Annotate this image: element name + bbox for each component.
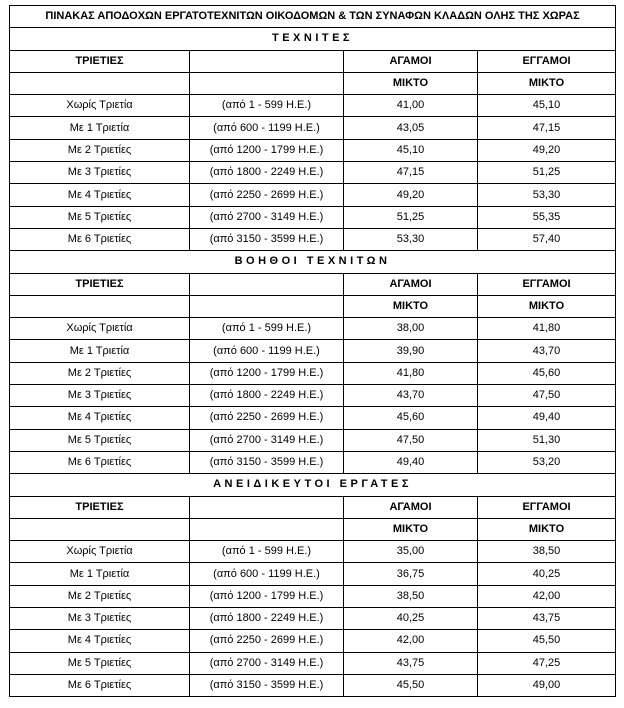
table-row <box>10 541 616 563</box>
table-row <box>10 206 616 228</box>
sub-header-empty-1 <box>10 295 190 317</box>
col-header-agamoi: ΑΓΑΜΟΙ <box>344 50 478 72</box>
row-hours-range: (από 1200 - 1799 Η.Ε.) <box>190 362 344 384</box>
row-hours-range: (από 2700 - 3149 Η.Ε.) <box>190 652 344 674</box>
row-agamoi-value: 38,50 <box>344 585 478 607</box>
row-trieties-label: Χωρίς Τριετία <box>10 541 190 563</box>
table-row <box>10 362 616 384</box>
sub-header-row <box>10 518 616 540</box>
row-hours-range: (από 1800 - 2249 Η.Ε.) <box>190 385 344 407</box>
row-eggamoi-value: 57,40 <box>478 228 616 250</box>
row-eggamoi-value: 49,20 <box>478 139 616 161</box>
row-agamoi-value: 41,80 <box>344 362 478 384</box>
row-eggamoi-value: 40,25 <box>478 563 616 585</box>
table-row <box>10 340 616 362</box>
table-row <box>10 184 616 206</box>
column-header-row <box>10 50 616 72</box>
row-hours-range: (από 1800 - 2249 Η.Ε.) <box>190 608 344 630</box>
col-header-eggamoi: ΕΓΓΑΜΟΙ <box>478 50 616 72</box>
row-trieties-label: Με 1 Τριετία <box>10 340 190 362</box>
row-agamoi-value: 49,40 <box>344 451 478 473</box>
row-agamoi-value: 43,75 <box>344 652 478 674</box>
row-eggamoi-value: 43,70 <box>478 340 616 362</box>
row-hours-range: (από 1800 - 2249 Η.Ε.) <box>190 162 344 184</box>
table-row <box>10 228 616 250</box>
row-agamoi-value: 49,20 <box>344 184 478 206</box>
row-trieties-label: Με 3 Τριετίες <box>10 162 190 184</box>
col-header-trieties: ΤΡΙΕΤΙΕΣ <box>10 50 190 72</box>
row-trieties-label: Με 3 Τριετίες <box>10 608 190 630</box>
table-row <box>10 117 616 139</box>
row-agamoi-value: 41,00 <box>344 95 478 117</box>
row-agamoi-value: 45,60 <box>344 407 478 429</box>
wage-table <box>9 5 616 697</box>
sub-header-eggamoi-mikto: ΜΙΚΤΟ <box>478 518 616 540</box>
row-eggamoi-value: 49,00 <box>478 674 616 696</box>
row-trieties-label: Με 2 Τριετίες <box>10 585 190 607</box>
row-eggamoi-value: 47,25 <box>478 652 616 674</box>
row-eggamoi-value: 38,50 <box>478 541 616 563</box>
col-header-range-empty <box>190 496 344 518</box>
table-row <box>10 630 616 652</box>
row-agamoi-value: 45,10 <box>344 139 478 161</box>
sub-header-empty-1 <box>10 518 190 540</box>
table-title: ΠΙΝΑΚΑΣ ΑΠΟΔΟΧΩΝ ΕΡΓΑΤΟΤΕΧΝΙΤΩΝ ΟΙΚΟΔΟΜΩΝ & ΤΩΝ ΣΥΝΑΦΩΝ ΚΛΑΔΩΝ ΟΛΗΣ ΤΗΣ ΧΩΡΑΣ <box>10 6 616 28</box>
sub-header-empty-1 <box>10 72 190 94</box>
sub-header-empty-2 <box>190 72 344 94</box>
sub-header-row <box>10 295 616 317</box>
row-hours-range: (από 1200 - 1799 Η.Ε.) <box>190 139 344 161</box>
table-row <box>10 318 616 340</box>
section-heading-row <box>10 28 616 50</box>
section-heading: ΒΟΗΘΟΙ ΤΕΧΝΙΤΩΝ <box>10 251 616 273</box>
row-agamoi-value: 36,75 <box>344 563 478 585</box>
row-agamoi-value: 43,05 <box>344 117 478 139</box>
row-trieties-label: Χωρίς Τριετία <box>10 95 190 117</box>
row-trieties-label: Με 1 Τριετία <box>10 117 190 139</box>
col-header-eggamoi: ΕΓΓΑΜΟΙ <box>478 496 616 518</box>
row-trieties-label: Με 6 Τριετίες <box>10 674 190 696</box>
row-agamoi-value: 45,50 <box>344 674 478 696</box>
row-eggamoi-value: 49,40 <box>478 407 616 429</box>
row-trieties-label: Με 6 Τριετίες <box>10 451 190 473</box>
row-eggamoi-value: 42,00 <box>478 585 616 607</box>
col-header-range-empty <box>190 273 344 295</box>
row-hours-range: (από 600 - 1199 Η.Ε.) <box>190 340 344 362</box>
row-eggamoi-value: 45,10 <box>478 95 616 117</box>
section-heading: ΤΕΧΝΙΤΕΣ <box>10 28 616 50</box>
sub-header-empty-2 <box>190 518 344 540</box>
row-trieties-label: Με 4 Τριετίες <box>10 407 190 429</box>
table-row <box>10 95 616 117</box>
sub-header-agamoi-mikto: ΜΙΚΤΟ <box>344 72 478 94</box>
sub-header-row <box>10 72 616 94</box>
sub-header-agamoi-mikto: ΜΙΚΤΟ <box>344 295 478 317</box>
row-hours-range: (από 1 - 599 Η.Ε.) <box>190 95 344 117</box>
row-eggamoi-value: 41,80 <box>478 318 616 340</box>
column-header-row <box>10 273 616 295</box>
col-header-agamoi: ΑΓΑΜΟΙ <box>344 273 478 295</box>
row-hours-range: (από 3150 - 3599 Η.Ε.) <box>190 674 344 696</box>
section-heading: ΑΝΕΙΔΙΚΕΥΤΟΙ ΕΡΓΑΤΕΣ <box>10 474 616 496</box>
table-row <box>10 652 616 674</box>
table-row <box>10 385 616 407</box>
row-hours-range: (από 1200 - 1799 Η.Ε.) <box>190 585 344 607</box>
wage-table-container <box>9 5 615 697</box>
sub-header-eggamoi-mikto: ΜΙΚΤΟ <box>478 295 616 317</box>
row-trieties-label: Με 2 Τριετίες <box>10 139 190 161</box>
row-trieties-label: Με 6 Τριετίες <box>10 228 190 250</box>
table-row <box>10 585 616 607</box>
col-header-trieties: ΤΡΙΕΤΙΕΣ <box>10 496 190 518</box>
column-header-row <box>10 496 616 518</box>
sub-header-empty-2 <box>190 295 344 317</box>
row-agamoi-value: 43,70 <box>344 385 478 407</box>
row-eggamoi-value: 47,15 <box>478 117 616 139</box>
row-trieties-label: Χωρίς Τριετία <box>10 318 190 340</box>
row-hours-range: (από 2250 - 2699 Η.Ε.) <box>190 407 344 429</box>
row-trieties-label: Με 2 Τριετίες <box>10 362 190 384</box>
table-row <box>10 451 616 473</box>
row-agamoi-value: 47,50 <box>344 429 478 451</box>
row-trieties-label: Με 5 Τριετίες <box>10 429 190 451</box>
wage-table-body <box>10 6 616 697</box>
table-row <box>10 608 616 630</box>
row-eggamoi-value: 51,30 <box>478 429 616 451</box>
col-header-eggamoi: ΕΓΓΑΜΟΙ <box>478 273 616 295</box>
row-agamoi-value: 47,15 <box>344 162 478 184</box>
row-agamoi-value: 35,00 <box>344 541 478 563</box>
row-trieties-label: Με 4 Τριετίες <box>10 630 190 652</box>
row-hours-range: (από 1 - 599 Η.Ε.) <box>190 318 344 340</box>
row-eggamoi-value: 51,25 <box>478 162 616 184</box>
row-trieties-label: Με 4 Τριετίες <box>10 184 190 206</box>
row-hours-range: (από 600 - 1199 Η.Ε.) <box>190 117 344 139</box>
row-trieties-label: Με 3 Τριετίες <box>10 385 190 407</box>
row-eggamoi-value: 43,75 <box>478 608 616 630</box>
col-header-agamoi: ΑΓΑΜΟΙ <box>344 496 478 518</box>
table-row <box>10 162 616 184</box>
table-row <box>10 139 616 161</box>
row-hours-range: (από 3150 - 3599 Η.Ε.) <box>190 228 344 250</box>
table-row <box>10 563 616 585</box>
row-hours-range: (από 2700 - 3149 Η.Ε.) <box>190 429 344 451</box>
table-row <box>10 674 616 696</box>
table-row <box>10 407 616 429</box>
row-agamoi-value: 51,25 <box>344 206 478 228</box>
section-heading-row <box>10 474 616 496</box>
col-header-trieties: ΤΡΙΕΤΙΕΣ <box>10 273 190 295</box>
row-agamoi-value: 42,00 <box>344 630 478 652</box>
sub-header-agamoi-mikto: ΜΙΚΤΟ <box>344 518 478 540</box>
row-agamoi-value: 40,25 <box>344 608 478 630</box>
row-agamoi-value: 53,30 <box>344 228 478 250</box>
row-eggamoi-value: 45,60 <box>478 362 616 384</box>
row-hours-range: (από 1 - 599 Η.Ε.) <box>190 541 344 563</box>
row-hours-range: (από 3150 - 3599 Η.Ε.) <box>190 451 344 473</box>
row-trieties-label: Με 5 Τριετίες <box>10 206 190 228</box>
sub-header-eggamoi-mikto: ΜΙΚΤΟ <box>478 72 616 94</box>
title-row <box>10 6 616 28</box>
col-header-range-empty <box>190 50 344 72</box>
row-eggamoi-value: 45,50 <box>478 630 616 652</box>
row-eggamoi-value: 53,20 <box>478 451 616 473</box>
table-row <box>10 429 616 451</box>
row-hours-range: (από 600 - 1199 Η.Ε.) <box>190 563 344 585</box>
row-eggamoi-value: 55,35 <box>478 206 616 228</box>
row-hours-range: (από 2700 - 3149 Η.Ε.) <box>190 206 344 228</box>
row-trieties-label: Με 5 Τριετίες <box>10 652 190 674</box>
section-heading-row <box>10 251 616 273</box>
row-eggamoi-value: 47,50 <box>478 385 616 407</box>
row-agamoi-value: 39,90 <box>344 340 478 362</box>
row-trieties-label: Με 1 Τριετία <box>10 563 190 585</box>
row-hours-range: (από 2250 - 2699 Η.Ε.) <box>190 184 344 206</box>
row-eggamoi-value: 53,30 <box>478 184 616 206</box>
row-hours-range: (από 2250 - 2699 Η.Ε.) <box>190 630 344 652</box>
row-agamoi-value: 38,00 <box>344 318 478 340</box>
